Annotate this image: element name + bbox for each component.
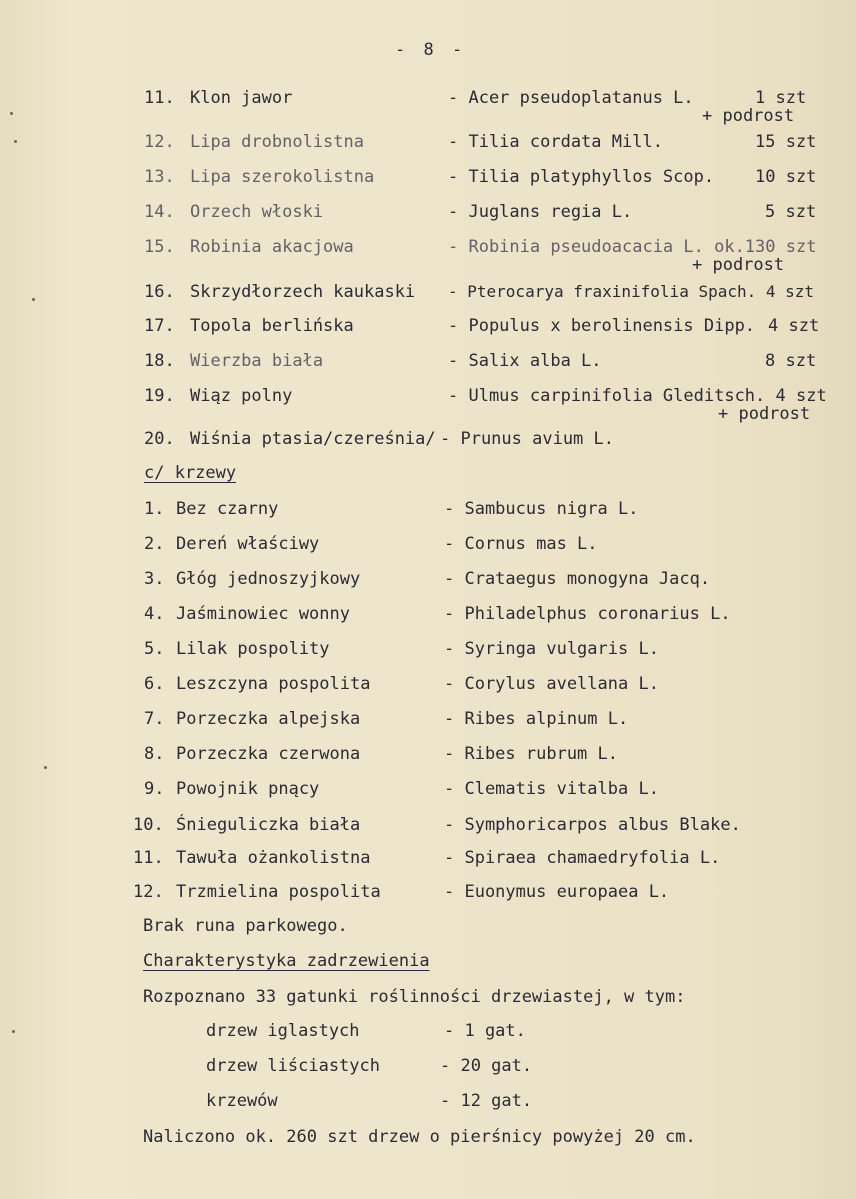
shrub-latin-name: - Philadelphus coronarius L. [444,604,731,624]
shrub-polish-name: Dereń właściwy [176,534,320,554]
tree-polish-name: Skrzydłorzech kaukaski [190,282,416,302]
shrub-polish-name: Bez czarny [176,499,279,519]
tree-extra: + podrost [718,404,811,424]
tree-latin-name: - Robinia pseudoacacia L. ok.130 szt [448,237,817,257]
shrub-number: 6. [144,674,165,694]
paper-speck [14,140,17,143]
section-heading: Charakterystyka zadrzewienia [143,951,430,971]
tree-count: 4 szt [768,316,820,336]
shrub-latin-name: - Ribes alpinum L. [444,709,629,729]
tree-number: 14. [144,202,175,222]
shrubs-heading: c/ krzewy [144,463,237,483]
summary-label: krzewów [206,1091,278,1111]
tree-number: 18. [144,351,175,371]
tree-latin-name: - Populus x berolinensis Dipp. [448,316,756,336]
tree-polish-name: Wiśnia ptasia/czereśnia/ [190,429,436,449]
tree-latin-name: - Ulmus carpinifolia Gleditsch. 4 szt [448,386,827,406]
shrub-number: 12. [133,882,164,902]
tree-count: 5 szt [765,202,817,222]
tree-number: 12. [144,132,175,152]
tree-number: 11. [144,88,175,108]
shrub-latin-name: - Cornus mas L. [444,534,598,554]
tree-latin-name: - Tilia platyphyllos Scop. [448,167,715,187]
tree-latin-name: - Pterocarya fraxinifolia Spach. 4 szt [448,282,815,301]
shrub-number: 5. [144,639,165,659]
shrub-number: 10. [133,815,164,835]
tree-count: 1 szt [755,88,807,108]
tree-number: 17. [144,316,175,336]
paper-speck [12,1030,15,1033]
tree-count: 10 szt [755,167,817,187]
paper-speck [44,766,47,769]
shrub-number: 7. [144,709,165,729]
counted-trees-line: Naliczono ok. 260 szt drzew o pierśnicy powyżej 20 cm. [143,1127,696,1147]
shrub-latin-name: - Clematis vitalba L. [444,779,659,799]
tree-polish-name: Wierzba biała [190,351,324,371]
shrub-polish-name: Leszczyna pospolita [176,674,371,694]
tree-polish-name: Lipa drobnolistna [190,132,364,152]
recognized-species-line: Rozpoznano 33 gatunki roślinności drzewiastej, w tym: [143,987,686,1007]
tree-count: 8 szt [765,351,817,371]
tree-extra: + podrost [702,106,795,126]
tree-count: 15 szt [755,132,817,152]
shrub-latin-name: - Crataegus monogyna Jacq. [444,569,711,589]
shrub-polish-name: Porzeczka czerwona [176,744,361,764]
no-undergrowth-note: Brak runa parkowego. [143,916,348,936]
shrub-latin-name: - Symphoricarpos albus Blake. [444,815,741,835]
summary-value: - 12 gat. [440,1091,533,1111]
shrub-latin-name: - Sambucus nigra L. [444,499,639,519]
shrub-latin-name: - Corylus avellana L. [444,674,659,694]
shrub-number: 8. [144,744,165,764]
shrub-polish-name: Głóg jednoszyjkowy [176,569,361,589]
tree-latin-name: - Acer pseudoplatanus L. [448,88,694,108]
tree-number: 20. [144,429,175,449]
tree-extra: + podrost [692,255,785,275]
tree-number: 15. [144,237,175,257]
tree-latin-name: - Tilia cordata Mill. [448,132,663,152]
summary-value: - 1 gat. [444,1021,526,1041]
shrub-number: 11. [133,848,164,868]
summary-value: - 20 gat. [440,1056,533,1076]
paper-speck [32,298,35,301]
tree-polish-name: Orzech włoski [190,202,324,222]
tree-number: 13. [144,167,175,187]
tree-latin-name: - Prunus avium L. [440,429,614,449]
shrub-latin-name: - Spiraea chamaedryfolia L. [444,848,721,868]
shrub-latin-name: - Euonymus europaea L. [444,882,670,902]
shrub-number: 4. [144,604,165,624]
tree-polish-name: Wiąz polny [190,386,293,406]
tree-polish-name: Topola berlińska [190,316,354,336]
tree-polish-name: Lipa szerokolistna [190,167,375,187]
tree-polish-name: Klon jawor [190,88,293,108]
shrub-number: 2. [144,534,165,554]
shrub-polish-name: Porzeczka alpejska [176,709,361,729]
tree-latin-name: - Salix alba L. [448,351,602,371]
page-number: - 8 - [395,40,467,60]
shrub-polish-name: Śnieguliczka biała [176,815,361,835]
shrub-polish-name: Powojnik pnący [176,779,320,799]
shrub-polish-name: Lilak pospolity [176,639,330,659]
summary-label: drzew iglastych [206,1021,360,1041]
shrub-polish-name: Jaśminowiec wonny [176,604,350,624]
shrub-polish-name: Tawuła ożankolistna [176,848,371,868]
shrub-latin-name: - Ribes rubrum L. [444,744,618,764]
tree-latin-name: - Juglans regia L. [448,202,633,222]
tree-number: 16. [144,282,175,302]
shrub-number: 3. [144,569,165,589]
summary-label: drzew liściastych [206,1056,380,1076]
shrub-latin-name: - Syringa vulgaris L. [444,639,659,659]
shrub-number: 1. [144,499,165,519]
paper-speck [10,112,13,115]
tree-number: 19. [144,386,175,406]
shrub-number: 9. [144,779,165,799]
shrub-polish-name: Trzmielina pospolita [176,882,381,902]
tree-polish-name: Robinia akacjowa [190,237,354,257]
